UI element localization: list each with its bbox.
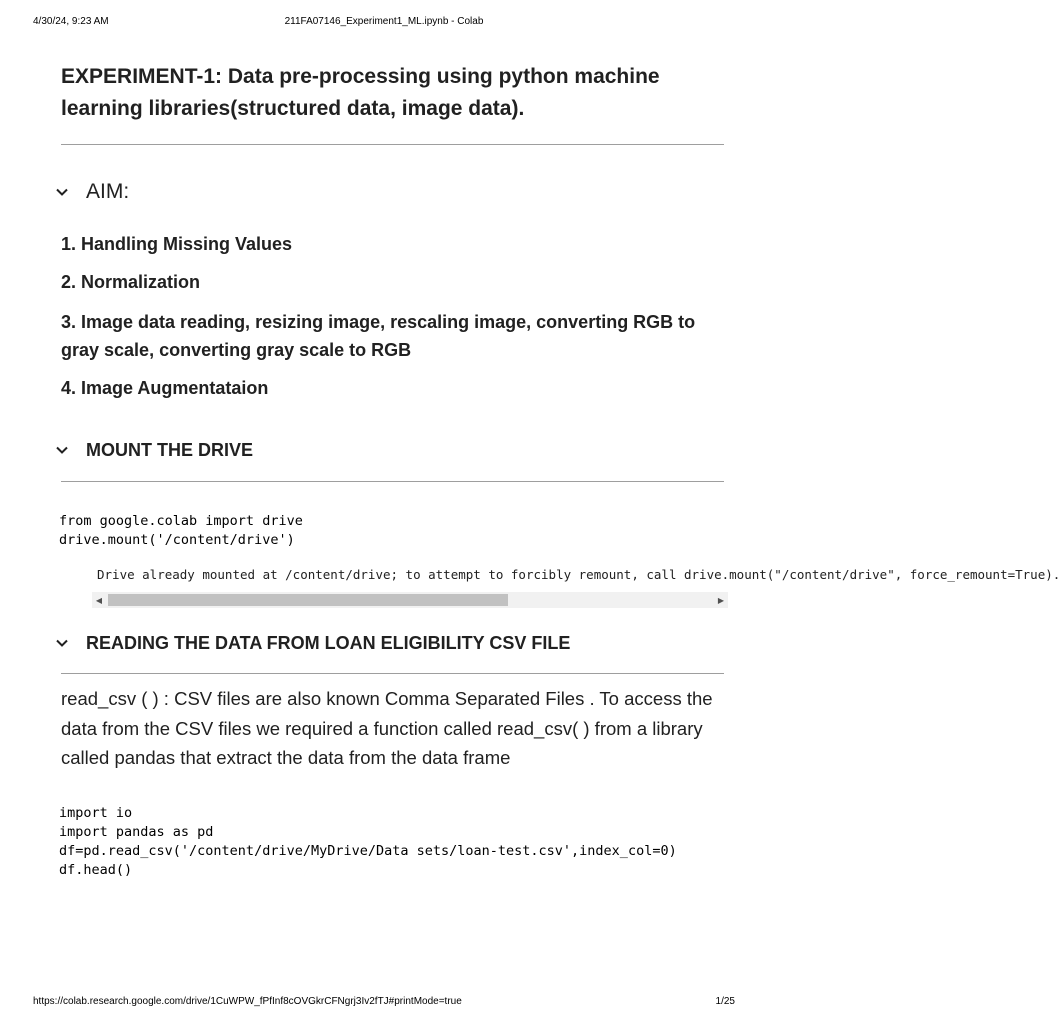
section-heading: MOUNT THE DRIVE xyxy=(86,439,254,460)
aim-item: 4. Image Augmentataion xyxy=(61,378,269,398)
section-heading: READING THE DATA FROM LOAN ELIGIBILITY CSV FILE xyxy=(86,632,571,653)
print-header xyxy=(33,16,735,30)
print-footer xyxy=(33,996,735,1010)
section-header-mount[interactable] xyxy=(52,435,253,465)
aim-item: 2. Normalization xyxy=(61,272,201,292)
description-paragraph: read_csv ( ) : CSV files are also known Comma Separated Files . To access the data from the CSV files we required a function called read_csv( ) from a library called pandas that extract the data from the data frame xyxy=(61,688,713,768)
output-scrollbar[interactable] xyxy=(92,592,728,608)
output-text: Drive already mounted at /content/drive; to attempt to forcibly remount, call drive.mount("/content/drive", force_remount=True). xyxy=(97,567,1060,582)
aim-item: 1. Handling Missing Values xyxy=(61,234,293,254)
code-cell[interactable]: from google.colab import drive drive.mount('/content/drive') xyxy=(59,513,303,548)
chevron-down-icon[interactable] xyxy=(52,633,72,653)
chevron-down-icon[interactable] xyxy=(52,440,72,460)
code-cell[interactable]: import io import pandas as pd df=pd.read_csv('/content/drive/MyDrive/Data sets/loan-test.csv',index_col=0) df.head() xyxy=(59,805,677,878)
section-header-aim[interactable] xyxy=(52,177,129,207)
cell-output xyxy=(92,566,1060,586)
chevron-down-icon[interactable] xyxy=(52,182,72,202)
divider xyxy=(61,481,724,482)
print-title: 211FA07146_Experiment1_ML.ipynb - Colab xyxy=(284,16,484,27)
section-heading: AIM: xyxy=(86,180,130,203)
arrow-right-icon[interactable]: ▶ xyxy=(717,595,725,605)
page-number: 1/25 xyxy=(715,996,735,1007)
notebook-title: EXPERIMENT-1: Data pre-processing using python machine learning libraries(structured data, image data). xyxy=(61,65,660,120)
divider xyxy=(61,144,724,145)
section-header-reading[interactable] xyxy=(52,628,570,658)
print-url: https://colab.research.google.com/drive/1CuWPW_fPfInf8cOVGkrCFNgrj3Iv2fTJ#printMode=true xyxy=(33,996,462,1007)
aim-item: 3. Image data reading, resizing image, rescaling image, converting RGB to gray scale, converting gray scale to RGB xyxy=(61,312,696,360)
divider xyxy=(61,673,724,674)
arrow-left-icon[interactable]: ◀ xyxy=(95,595,103,605)
print-date: 4/30/24, 9:23 AM xyxy=(33,16,109,27)
scrollbar-thumb[interactable] xyxy=(108,594,508,606)
